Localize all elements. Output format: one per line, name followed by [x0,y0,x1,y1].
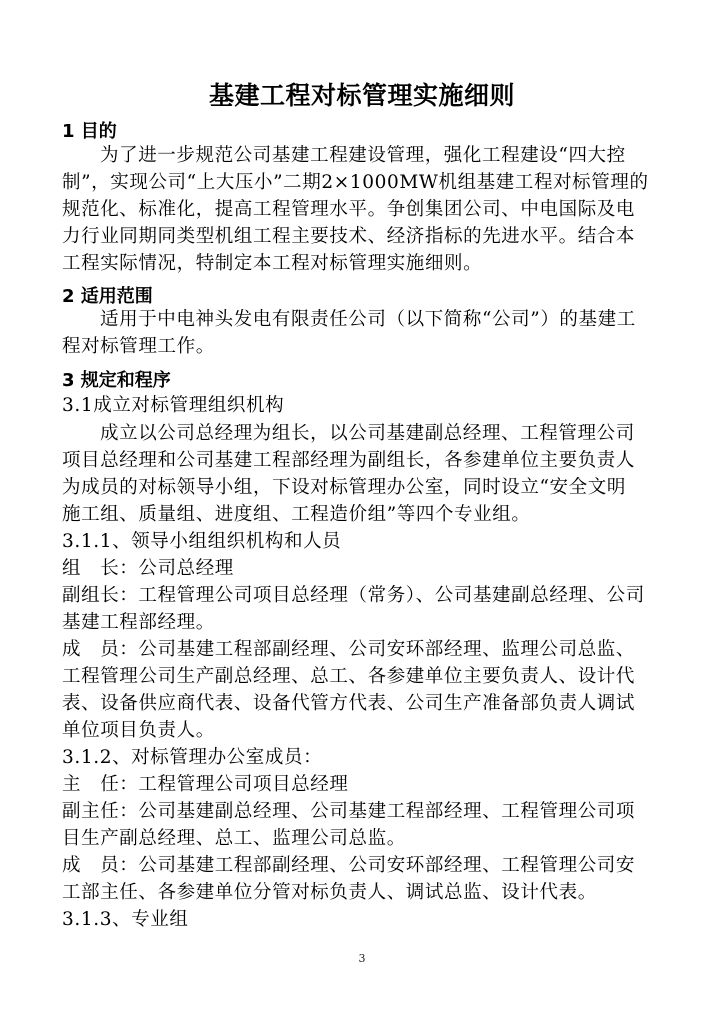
paragraph-line: 项目总经理和公司基建工程部经理为副组长，各参建单位主要负责人 [62,450,636,471]
page-number: 3 [358,952,366,965]
paragraph-line: 主 任：工程管理公司项目总经理 [62,774,349,795]
subsection-heading: 3.1.2、对标管理办公室成员： [62,747,323,768]
paragraph-line: 成立以公司总经理为组长，以公司基建副总经理、工程管理公司 [100,423,635,444]
paragraph-line: 适用于中电神头发电有限责任公司（以下简称“公司”）的基建工 [100,309,636,330]
section-heading-purpose: 1 目的 [62,121,117,142]
subsection-heading: 3.1.3、专业组 [62,909,189,930]
paragraph-line: 副组长：工程管理公司项目总经理（常务）、公司基建副总经理、公司 [62,585,645,606]
paragraph-line: 为成员的对标领导小组，下设对标管理办公室，同时设立“安全文明 [62,477,626,498]
paragraph-line: 表、设备供应商代表、设备代管方代表、公司生产准备部负责人调试 [62,693,636,714]
document-title: 基建工程对标管理实施细则 [208,81,515,110]
paragraph-line: 规范化、标准化，提高工程管理水平。争创集团公司、中电国际及电 [62,199,636,220]
paragraph-line: 工程管理公司生产副总经理、总工、各参建单位主要负责人、设计代 [62,666,636,687]
paragraph-line: 成 员：公司基建工程部副经理、公司安环部经理、监理公司总监、 [62,639,636,660]
section-heading-scope: 2 适用范围 [62,286,153,307]
paragraph-line: 工部主任、各参建单位分管对标负责人、调试总监、设计代表。 [62,882,597,903]
paragraph-line: 成 员：公司基建工程部副经理、公司安环部经理、工程管理公司安 [62,855,636,876]
paragraph-line: 施工组、质量组、进度组、工程造价组”等四个专业组。 [62,504,531,525]
paragraph-line: 工程实际情况，特制定本工程对标管理实施细则。 [62,253,483,274]
subsection-heading: 3.1.1、领导小组组织机构和人员 [62,531,342,552]
paragraph-line: 基建工程部经理。 [62,612,215,633]
paragraph-line: 为了进一步规范公司基建工程建设管理，强化工程建设“四大控 [100,145,626,166]
paragraph-line: 制”，实现公司“上大压小”二期2×1000MW机组基建工程对标管理的 [62,172,649,193]
subsection-heading: 3.1成立对标管理组织机构 [62,395,285,416]
paragraph-line: 力行业同期同类型机组工程主要技术、经济指标的先进水平。结合本 [62,226,636,247]
paragraph-line: 程对标管理工作。 [62,336,215,357]
section-heading-rules: 3 规定和程序 [62,370,171,391]
paragraph-line: 目生产副总经理、总工、监理公司总监。 [62,828,406,849]
paragraph-line: 副主任：公司基建副总经理、公司基建工程部经理、工程管理公司项 [62,801,636,822]
paragraph-line: 组 长：公司总经理 [62,558,234,579]
paragraph-line: 单位项目负责人。 [62,720,215,741]
